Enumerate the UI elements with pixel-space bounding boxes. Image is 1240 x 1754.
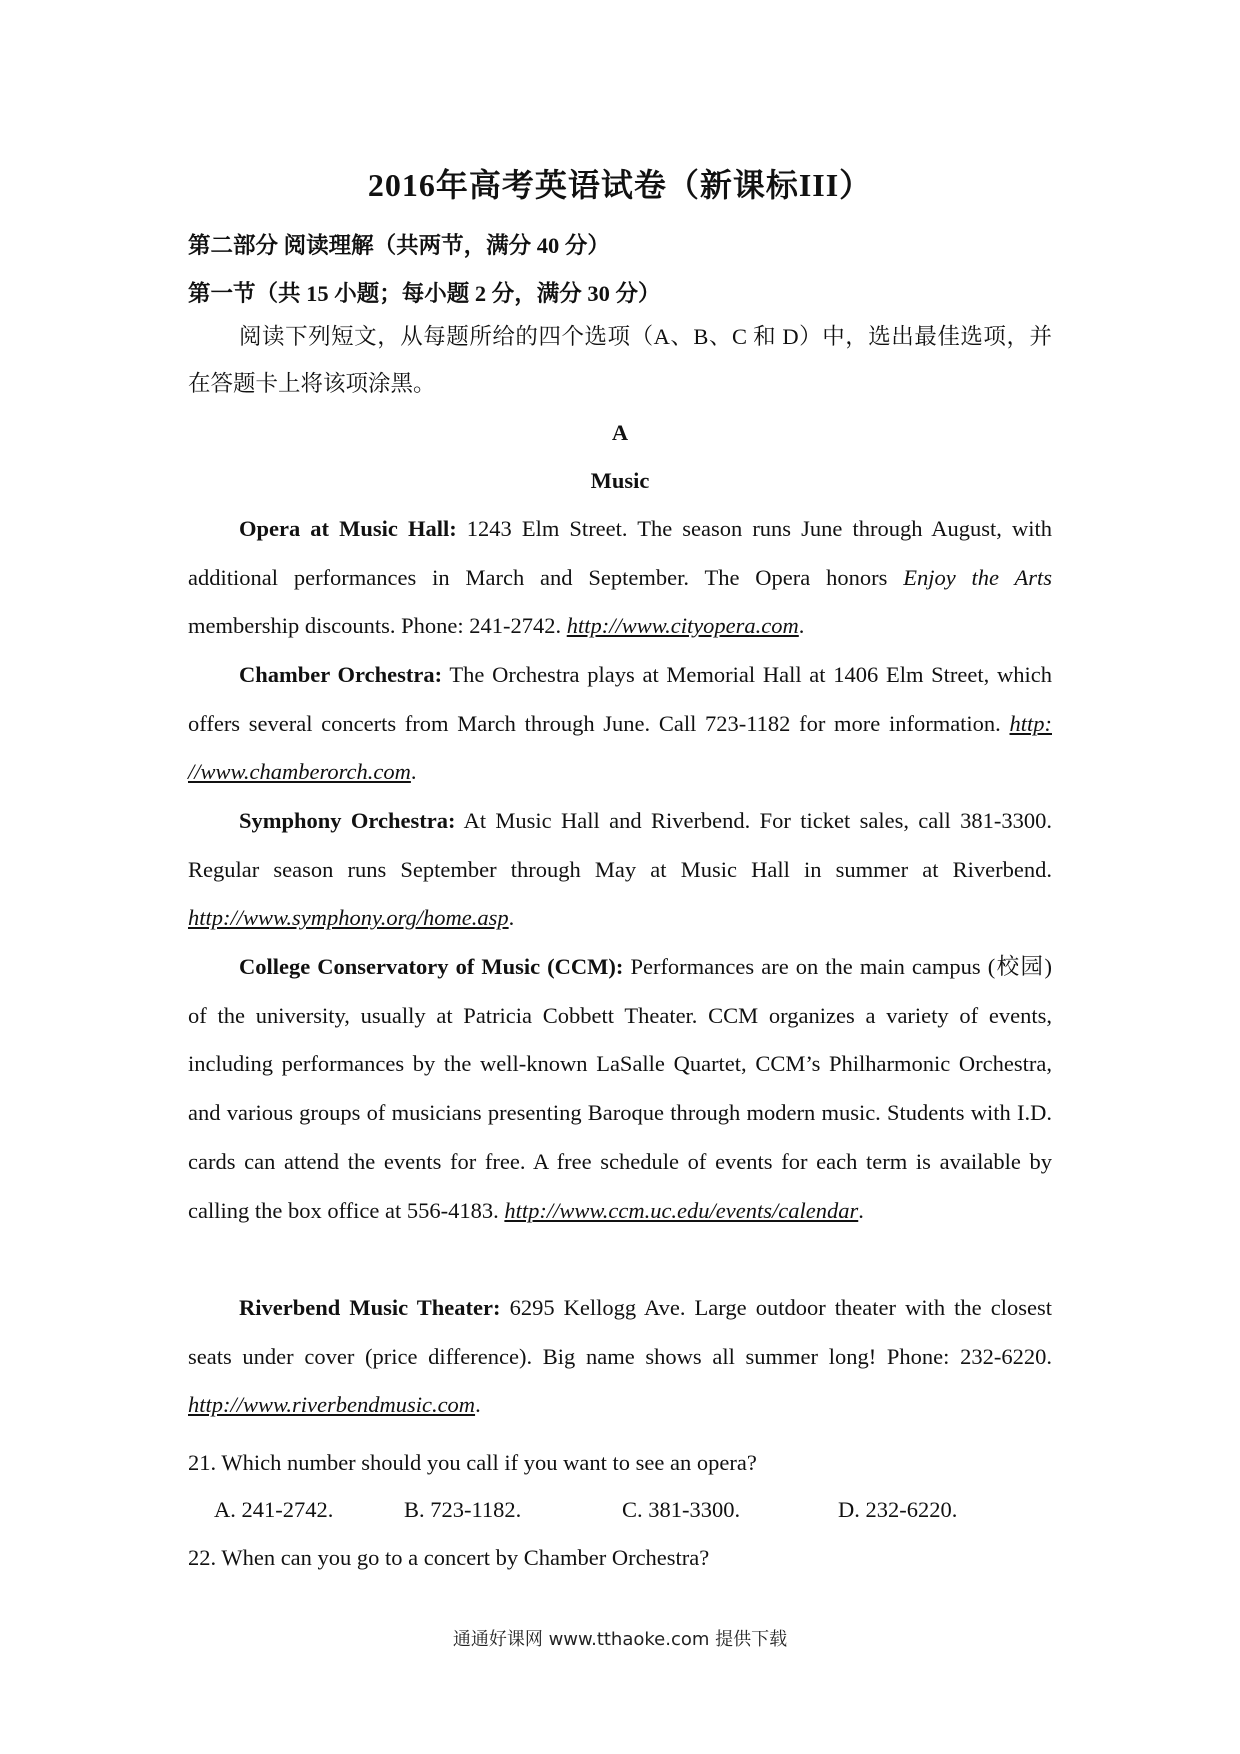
entry-link[interactable]: http://www.cityopera.com [566, 613, 799, 639]
option-d: D. 232-6220. [838, 1497, 958, 1522]
page-title: 2016年高考英语试卷（新课标III） [367, 167, 873, 203]
instructions: 阅读下列短文，从每题所给的四个选项（A、B、C 和 D）中，选出最佳选项，并在答题卡上将该项涂黑。 [188, 324, 1052, 396]
option-a: A. 241-2742. [214, 1497, 334, 1522]
option-c: C. 381-3300. [622, 1497, 741, 1522]
entry-link[interactable]: http://www.symphony.org/home.asp [188, 905, 509, 931]
entry-text: At Music Hall and Riverbend. For ticket sales, call 381-3300. Regular season runs September through May at Music Hall in summer at Riverbend. [188, 808, 1052, 882]
entry-text: 6295 Kellogg Ave. Large outdoor theater with the closest seats under cover (price difference). Big name shows all summer long! Phone: 232-6220. [188, 1295, 1052, 1369]
entry-end: . [858, 1197, 864, 1223]
entry-label: Opera at Music Hall: [239, 516, 457, 541]
entry-label: Riverbend Music Theater: [239, 1295, 501, 1320]
part-heading: 第二部分 阅读理解（共两节，满分 40 分） [188, 233, 610, 258]
entry-text: 1243 Elm Street. The season runs June through August, with additional performances in March and September. The Opera honors [188, 516, 1052, 590]
passage-letter: A [611, 420, 629, 445]
entry-text: membership discounts. Phone: 241-2742. [188, 613, 567, 639]
entry-label: College Conservatory of Music (CCM): [239, 954, 624, 979]
question-22: 22. When can you go to a concert by Chamber Orchestra? [188, 1545, 710, 1570]
footer-watermark: 通通好课网 www.tthaoke.com 提供下载 [452, 1629, 788, 1650]
entry-ccm [188, 943, 1052, 1235]
entry-text: Performances are on the main campus (校园) of the university, usually at Patricia Cobbett Theater. CCM organizes a variety of events, including performances by the well-known LaSalle Quartet, CCM’s Philharmonic Orchestra, and various groups of musicians presenting Baroque through modern music. Students with I.D. cards can attend the events for free. A free schedule of events for each term is available by calling the box office at 556-4183. [188, 954, 1052, 1223]
option-b: B. 723-1182. [404, 1497, 522, 1522]
entry-text: The Orchestra plays at Memorial Hall at 1406 Elm Street, which offers several concerts from March through June. Call 723-1182 for more information. [188, 662, 1052, 736]
entry-end: . [475, 1392, 481, 1418]
entry-chamber-orchestra [188, 651, 1052, 797]
entry-end: . [508, 905, 515, 931]
entry-link[interactable]: http://www.riverbendmusic.com [188, 1392, 476, 1418]
section-heading: 第一节（共 15 小题；每小题 2 分，满分 30 分） [188, 281, 661, 306]
entry-label: Chamber Orchestra: [239, 662, 443, 687]
passage-title: Music [590, 468, 650, 493]
entry-opera [188, 505, 1052, 651]
entry-end: . [410, 759, 417, 785]
entry-link[interactable]: http://www.ccm.uc.edu/events/calendar [504, 1197, 859, 1223]
entry-link[interactable]: http: //www.chamberorch.com [188, 710, 1052, 785]
entry-end: . [798, 613, 805, 639]
entry-italic: Enjoy the Arts [903, 564, 1052, 590]
question-21: 21. Which number should you call if you want to see an opera? [188, 1450, 757, 1475]
entry-symphony-orchestra [188, 797, 1052, 943]
entry-riverbend [188, 1284, 1052, 1430]
entry-label: Symphony Orchestra: [239, 808, 456, 833]
